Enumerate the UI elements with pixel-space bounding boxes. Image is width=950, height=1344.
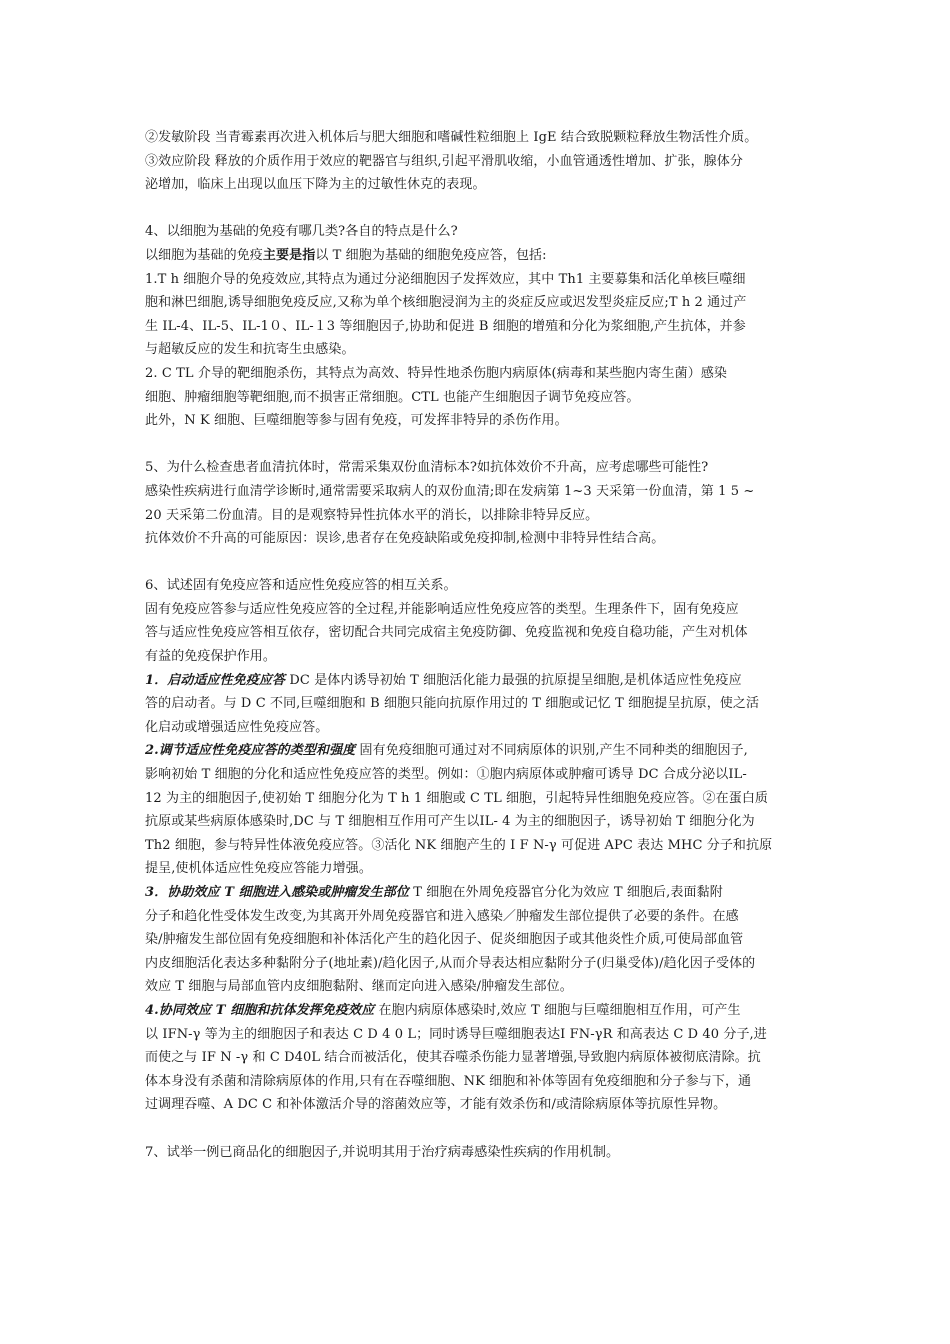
text-line: 抗原或某些病原体感染时,DC 与 T 细胞相互作用可产生以ⅠL- 4 为主的细胞因子，诱导初始 T 细胞分化为: [145, 814, 755, 830]
text-line: ③效应阶段 释放的介质作用于效应的靶器官与组织,引起平滑肌收缩，小血管通透性增加、扩张，腺体分: [145, 153, 743, 169]
text-line: 1.T h 细胞介导的免疫效应,其特点为通过分泌细胞因子发挥效应，其中 Th1 主要募集和活化单核巨噬细: [145, 271, 746, 287]
point-3-heading: 3．协助效应 T 细胞进入感染或肿瘤发生部位: [145, 885, 409, 900]
text-line: 内皮细胞活化表达多种黏附分子(地址素)/趋化因子,从而介导表达相应黏附分子(归巢受体)/趋化因子受体的: [145, 955, 756, 971]
question-5-title: 5、为什么检查患者血清抗体时，常需采集双份血清标本?如抗体效价不升高，应考虑哪些可能性?: [145, 460, 709, 476]
text-line: 感染性疾病进行血清学诊断时,通常需要采取病人的双份血清;即在发病第 1~3 天采第一份血清，第 1 5 ~: [145, 483, 755, 499]
text-line: 影响初始 T 细胞的分化和适应性免疫应答的类型。例如：①胞内病原体或肿瘤可诱导 DC 合成分泌以ⅠL-: [145, 767, 747, 783]
text-line: 以 IFN-γ 等为主的细胞因子和表达 C D 4 0 L；同时诱导巨噬细胞表达Ⅰ FN-γR 和高表达 C D 40 分子,进: [145, 1026, 767, 1042]
document-page: [145, 126, 817, 1164]
point-1-heading: 1．启动适应性免疫应答: [145, 672, 286, 688]
text-line: ②发敏阶段 当青霉素再次进入机体后与肥大细胞和嗜碱性粒细胞上 IgE 结合致脱颗粒释放生物活性介质。: [145, 130, 758, 145]
text-line: 泌增加，临床上出现以血压下降为主的过敏性休克的表现。: [145, 177, 486, 193]
text-line: 体本身没有杀菌和清除病原体的作用,只有在吞噬细胞、NK 细胞和补体等固有免疫细胞和分子参与下，通: [145, 1073, 752, 1089]
text-span: 以细胞为基础的免疫: [145, 247, 263, 263]
question-4-title: 4、以细胞为基础的免疫有哪几类?各自的特点是什么?: [145, 224, 458, 240]
text-line: [145, 244, 817, 268]
text-span: DC 是体内诱导初始 T 细胞活化能力最强的抗原提呈细胞,是机体适应性免疫应: [285, 672, 742, 688]
text-line: [145, 739, 817, 763]
text-line: 细胞、肿瘤细胞等靶细胞,而不损害正常细胞。CTL 也能产生细胞因子调节免疫应答。: [145, 389, 640, 405]
point-4-heading: 4.协同效应 T 细胞和抗体发挥免疫效应: [145, 1002, 375, 1018]
text-span: T 细胞在外周免疫器官分化为效应 T 细胞后,表面黏附: [408, 885, 723, 900]
text-line: Th2 细胞，参与特异性体液免疫应答。③活化 NK 细胞产生的 I F N-γ 可促进 APC 表达 MHC 分子和抗原: [145, 837, 773, 853]
text-line: 2. C TL 介导的靶细胞杀伤，其特点为高效、特异性地杀伤胞内病原体(病毒和某些胞内寄生菌）感染: [145, 365, 728, 381]
question-7-title: 7、试举一例已商品化的细胞因子,并说明其用于治疗病毒感染性疾病的作用机制。: [145, 1144, 620, 1160]
text-line: 有益的免疫保护作用。: [145, 649, 277, 665]
text-line: 化启动或增强适应性免疫应答。: [145, 719, 329, 735]
text-line: 抗体效价不升高的可能原因：误诊,患者存在免疫缺陷或免疫抑制,检测中非特异性结合高。: [145, 531, 665, 547]
text-line: 生 IL-4、ⅠL-5、IL-1０、IL-１3 等细胞因子,协助和促进 B 细胞的增殖和分化为浆细胞,产生抗体，并参: [145, 318, 746, 334]
text-line: 胞和淋巴细胞,诱导细胞免疫反应,又称为单个核细胞浸润为主的炎症反应或迟发型炎症反应;T h 2 通过产: [145, 295, 747, 311]
text-line: 分子和趋化性受体发生改变,为其离开外周免疫器官和进入感染／肿瘤发生部位提供了必要的条件。在感: [145, 908, 739, 924]
question-6-title: 6、试述固有免疫应答和适应性免疫应答的相互关系。: [145, 578, 457, 594]
text-line: 染/肿瘤发生部位固有免疫细胞和补体活化产生的趋化因子、促炎细胞因子或其他炎性介质,可使局部血管: [145, 932, 744, 948]
text-line: 答与适应性免疫应答相互依存，密切配合共同完成宿主免疫防御、免疫监视和免疫自稳功能，产生对机体: [145, 625, 748, 641]
text-line: [145, 669, 817, 693]
text-line: 效应 T 细胞与局部血管内皮细胞黏附、继而定向进入感染/肿瘤发生部位。: [145, 979, 573, 995]
text-line: [145, 881, 817, 905]
text-line: 过调理吞噬、A DC C 和补体激活介导的溶菌效应等，才能有效杀伤和/或清除病原体等抗原性异物。: [145, 1097, 727, 1113]
text-line: 答的启动者。与 D C 不同,巨噬细胞和 B 细胞只能向抗原作用过的 T 细胞或记忆 T 细胞提呈抗原，使之活: [145, 696, 760, 712]
text-span: 以 T 细胞为基础的细胞免疫应答，包括:: [315, 247, 547, 263]
text-line: 12 为主的细胞因子,使初始 T 细胞分化为 T h 1 细胞或 C TL 细胞，引起特异性细胞免疫应答。②在蛋白质: [145, 790, 769, 806]
emphasis-text: 主要是指: [262, 247, 316, 263]
text-line: 此外，N K 细胞、巨噬细胞等参与固有免疫，可发挥非特异的杀伤作用。: [145, 413, 568, 429]
text-span: 在胞内病原体感染时,效应 T 细胞与巨噬细胞相互作用，可产生: [374, 1002, 741, 1018]
text-line: [145, 999, 817, 1023]
point-2-heading: 2.调节适应性免疫应答的类型和强度: [145, 743, 356, 759]
text-line: 20 天采第二份血清。目的是观察特异性抗体水平的消长，以排除非特异反应。: [145, 507, 599, 523]
text-span: 固有免疫细胞可通过对不同病原体的识别,产生不同种类的细胞因子,: [355, 743, 748, 759]
text-line: 固有免疫应答参与适应性免疫应答的全过程,并能影响适应性免疫应答的类型。生理条件下，固有免疫应: [145, 601, 739, 617]
text-line: 而使之与 IF N -γ 和 C D40L 结合而被活化，使其吞噬杀伤能力显著增强,导致胞内病原体被彻底清除。抗: [145, 1050, 761, 1066]
text-line: 提呈,使机体适应性免疫应答能力增强。: [145, 861, 372, 877]
text-line: 与超敏反应的发生和抗寄生虫感染。: [145, 342, 355, 358]
